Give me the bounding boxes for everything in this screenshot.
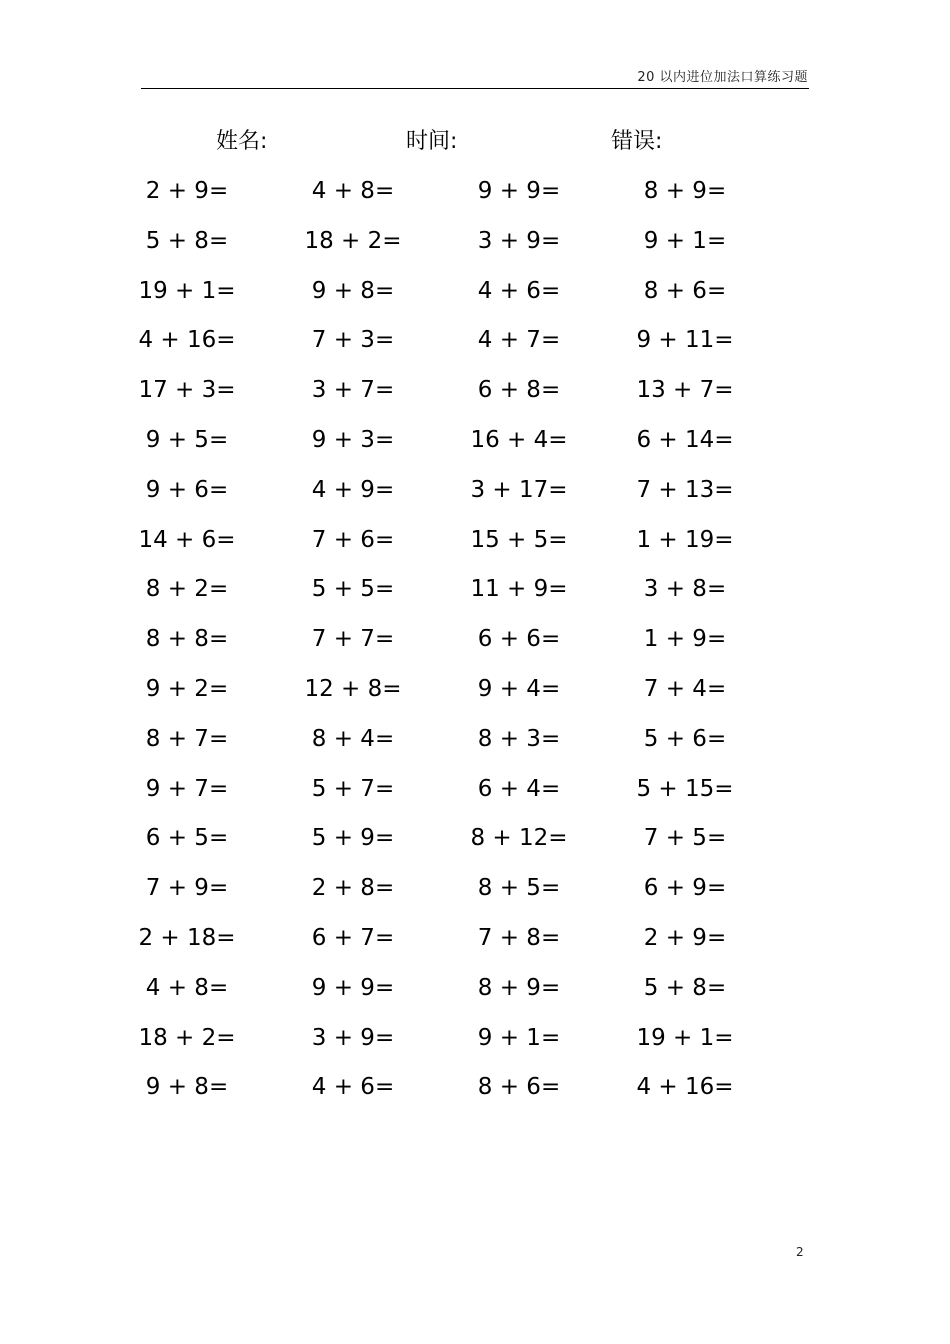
problem: 12 + 8=: [304, 675, 402, 702]
problem: 9 + 5=: [145, 426, 229, 453]
problem: 9 + 3=: [311, 426, 395, 453]
problem-row: [0, 671, 950, 721]
problem: 4 + 6=: [311, 1074, 395, 1101]
problem-row: [0, 621, 950, 671]
time-label: 时间:: [406, 129, 458, 154]
problem: 5 + 8=: [145, 227, 229, 254]
problem: 15 + 5=: [470, 526, 568, 553]
problem: 3 + 17=: [470, 476, 568, 503]
problem-row: [0, 223, 950, 273]
problem-row: [0, 522, 950, 572]
problem-row: [0, 322, 950, 372]
problem: 7 + 5=: [643, 825, 727, 852]
error-label: 错误:: [611, 129, 663, 154]
running-header-title: 20 以内进位加法口算练习题: [637, 70, 808, 85]
problem-row: [0, 970, 950, 1020]
header-rule: [141, 88, 809, 89]
problem: 8 + 5=: [477, 875, 561, 902]
problem-row: [0, 472, 950, 522]
problem-grid: [0, 173, 950, 1119]
problem: 5 + 8=: [643, 974, 727, 1001]
problem: 8 + 8=: [145, 626, 229, 653]
problem: 2 + 9=: [643, 924, 727, 951]
problem-row: [0, 273, 950, 323]
problem: 8 + 6=: [477, 1074, 561, 1101]
problem: 7 + 8=: [477, 924, 561, 951]
problem: 8 + 2=: [145, 576, 229, 603]
problem: 3 + 7=: [311, 377, 395, 404]
name-label: 姓名:: [216, 129, 268, 154]
student-info-row: [0, 126, 950, 160]
problem: 9 + 8=: [311, 277, 395, 304]
problem: 8 + 6=: [643, 277, 727, 304]
problem: 5 + 6=: [643, 725, 727, 752]
problem: 4 + 16=: [636, 1074, 734, 1101]
problem: 3 + 8=: [643, 576, 727, 603]
problem: 19 + 1=: [138, 277, 236, 304]
problem: 2 + 8=: [311, 875, 395, 902]
problem: 8 + 9=: [643, 178, 727, 204]
problem: 8 + 4=: [311, 725, 395, 752]
problem: 14 + 6=: [138, 526, 236, 553]
problem: 19 + 1=: [636, 1024, 734, 1051]
problem: 9 + 2=: [145, 675, 229, 702]
problem-row: [0, 820, 950, 870]
problem: 6 + 14=: [636, 426, 734, 453]
problem: 11 + 9=: [470, 576, 568, 603]
problem: 4 + 6=: [477, 277, 561, 304]
problem: 9 + 8=: [145, 1074, 229, 1101]
problem: 6 + 6=: [477, 626, 561, 653]
problem: 2 + 9=: [145, 178, 229, 204]
problem: 17 + 3=: [138, 377, 236, 404]
problem: 7 + 9=: [145, 875, 229, 902]
problem: 18 + 2=: [138, 1024, 236, 1051]
problem: 9 + 7=: [145, 775, 229, 802]
problem-row: [0, 372, 950, 422]
problem: 6 + 9=: [643, 875, 727, 902]
problem-row: [0, 1069, 950, 1119]
problem: 4 + 7=: [477, 327, 561, 354]
problem: 5 + 9=: [311, 825, 395, 852]
problem: 16 + 4=: [470, 426, 568, 453]
problem: 1 + 19=: [636, 526, 734, 553]
problem: 1 + 9=: [643, 626, 727, 653]
problem: 6 + 7=: [311, 924, 395, 951]
problem-row: [0, 920, 950, 970]
problem: 7 + 7=: [311, 626, 395, 653]
problem: 9 + 6=: [145, 476, 229, 503]
problem: 7 + 3=: [311, 327, 395, 354]
problem: 5 + 5=: [311, 576, 395, 603]
problem-row: [0, 422, 950, 472]
problem-row: [0, 771, 950, 821]
problem-row: [0, 870, 950, 920]
problem: 6 + 5=: [145, 825, 229, 852]
problem: 9 + 1=: [643, 227, 727, 254]
problem-row: [0, 173, 950, 223]
problem: 5 + 7=: [311, 775, 395, 802]
problem: 3 + 9=: [311, 1024, 395, 1051]
problem: 13 + 7=: [636, 377, 734, 404]
problem: 18 + 2=: [304, 227, 402, 254]
problem: 8 + 3=: [477, 725, 561, 752]
problem: 9 + 4=: [477, 675, 561, 702]
problem: 2 + 18=: [138, 924, 236, 951]
problem: 7 + 4=: [643, 675, 727, 702]
problem-row: [0, 571, 950, 621]
problem: 4 + 9=: [311, 476, 395, 503]
problem: 6 + 4=: [477, 775, 561, 802]
problem: 8 + 9=: [477, 974, 561, 1001]
problem: 9 + 9=: [311, 974, 395, 1001]
problem: 9 + 9=: [477, 178, 561, 204]
problem: 7 + 13=: [636, 476, 734, 503]
problem: 4 + 16=: [138, 327, 236, 354]
problem-row: [0, 721, 950, 771]
problem: 3 + 9=: [477, 227, 561, 254]
problem: 7 + 6=: [311, 526, 395, 553]
page-number: 2: [796, 1245, 804, 1259]
problem-row: [0, 1020, 950, 1070]
problem: 4 + 8=: [145, 974, 229, 1001]
problem: 5 + 15=: [636, 775, 734, 802]
problem: 8 + 12=: [470, 825, 568, 852]
problem: 9 + 11=: [636, 327, 734, 354]
problem: 4 + 8=: [311, 178, 395, 204]
problem: 9 + 1=: [477, 1024, 561, 1051]
problem: 6 + 8=: [477, 377, 561, 404]
problem: 8 + 7=: [145, 725, 229, 752]
